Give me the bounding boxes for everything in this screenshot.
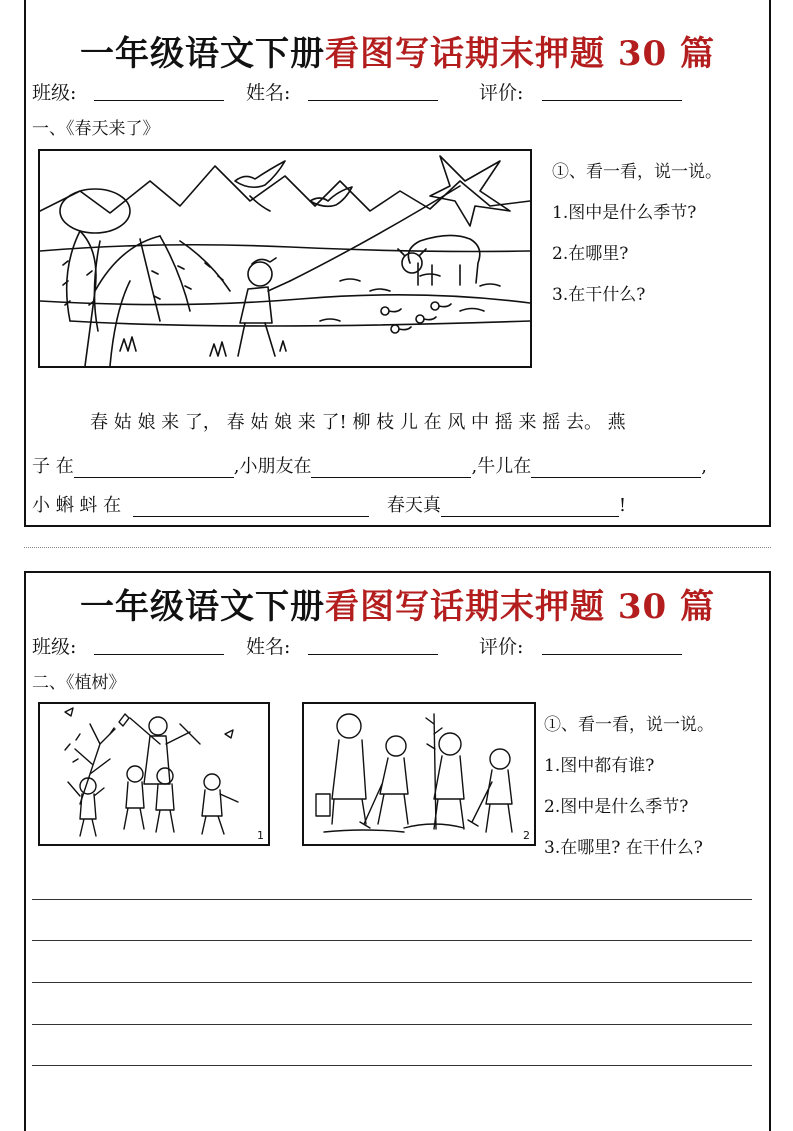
worksheet-title bbox=[26, 579, 769, 628]
title-black-part: 一年级语文下册 bbox=[80, 587, 325, 627]
question-3: 3.在哪里? 在干什么? bbox=[544, 838, 703, 858]
question-1: 1.图中是什么季节? bbox=[552, 203, 697, 223]
section-heading: 二、《植树》 bbox=[32, 673, 126, 693]
spring-prefix: 春天真 bbox=[386, 495, 441, 516]
class-field[interactable] bbox=[94, 100, 224, 101]
name-label: 姓名: bbox=[246, 636, 291, 658]
question-3: 3.在干什么? bbox=[552, 285, 646, 305]
name-field[interactable] bbox=[308, 100, 438, 101]
child-blank[interactable] bbox=[311, 459, 471, 478]
question-2: 2.在哪里? bbox=[552, 244, 629, 264]
tree-planting-picture-1 bbox=[38, 702, 270, 846]
tree-planting-picture-2 bbox=[302, 702, 536, 846]
class-label: 班级: bbox=[32, 82, 77, 104]
writing-line[interactable] bbox=[32, 982, 752, 983]
question-2: 2.图中是什么季节? bbox=[544, 797, 689, 817]
name-field[interactable] bbox=[308, 654, 438, 655]
evaluation-field[interactable] bbox=[542, 100, 682, 101]
tadpole-prefix: 小 蝌 蚪 在 bbox=[32, 495, 122, 516]
ox-blank[interactable] bbox=[531, 459, 701, 478]
paragraph-line-1: 春 姑 娘 来 了， 春 姑 娘 来 了! 柳 枝 儿 在 风 中 摇 来 摇 去。 燕 bbox=[90, 412, 626, 433]
question-1: 1.图中都有谁? bbox=[544, 756, 655, 776]
name-label: 姓名: bbox=[246, 82, 291, 104]
picture-number: 1 bbox=[257, 829, 264, 842]
worksheet-card-2 bbox=[24, 571, 771, 1131]
line2-comma: , bbox=[701, 456, 707, 477]
planting-tree-drawing bbox=[304, 704, 534, 844]
spring-blank[interactable] bbox=[441, 498, 619, 517]
writing-line[interactable] bbox=[32, 940, 752, 941]
worksheet-card-1 bbox=[24, 0, 771, 527]
paragraph-line-3 bbox=[32, 491, 626, 517]
section-heading: 一、《春天来了》 bbox=[32, 119, 160, 139]
ox-prefix: ,牛儿在 bbox=[471, 456, 532, 477]
writing-line[interactable] bbox=[32, 1024, 752, 1025]
child-prefix: ,小朋友在 bbox=[233, 456, 312, 477]
discussion-questions bbox=[552, 152, 722, 316]
paragraph-line-2 bbox=[32, 452, 707, 478]
class-label: 班级: bbox=[32, 636, 77, 658]
title-red-part: 看图写话期末押题 30 篇 bbox=[325, 34, 715, 74]
discussion-questions bbox=[544, 705, 714, 869]
walking-to-plant-drawing bbox=[40, 704, 268, 844]
evaluation-label: 评价: bbox=[479, 82, 524, 104]
worksheet-title bbox=[26, 26, 769, 75]
evaluation-field[interactable] bbox=[542, 654, 682, 655]
writing-line[interactable] bbox=[32, 899, 752, 900]
writing-line[interactable] bbox=[32, 1065, 752, 1066]
question-prompt: ①、看一看，说一说。 bbox=[544, 715, 714, 735]
page-divider bbox=[24, 547, 771, 548]
tadpole-blank[interactable] bbox=[133, 498, 369, 517]
class-field[interactable] bbox=[94, 654, 224, 655]
swallow-blank[interactable] bbox=[74, 459, 234, 478]
spring-illustration bbox=[38, 149, 532, 368]
evaluation-label: 评价: bbox=[479, 636, 524, 658]
line3-exclaim: ! bbox=[618, 495, 627, 516]
question-prompt: ①、看一看，说一说。 bbox=[552, 162, 722, 182]
spring-scene-drawing bbox=[40, 151, 530, 366]
swallow-prefix: 子 在 bbox=[32, 456, 74, 477]
title-red-part: 看图写话期末押题 30 篇 bbox=[325, 587, 715, 627]
picture-number: 2 bbox=[523, 829, 530, 842]
title-black-part: 一年级语文下册 bbox=[80, 34, 325, 74]
